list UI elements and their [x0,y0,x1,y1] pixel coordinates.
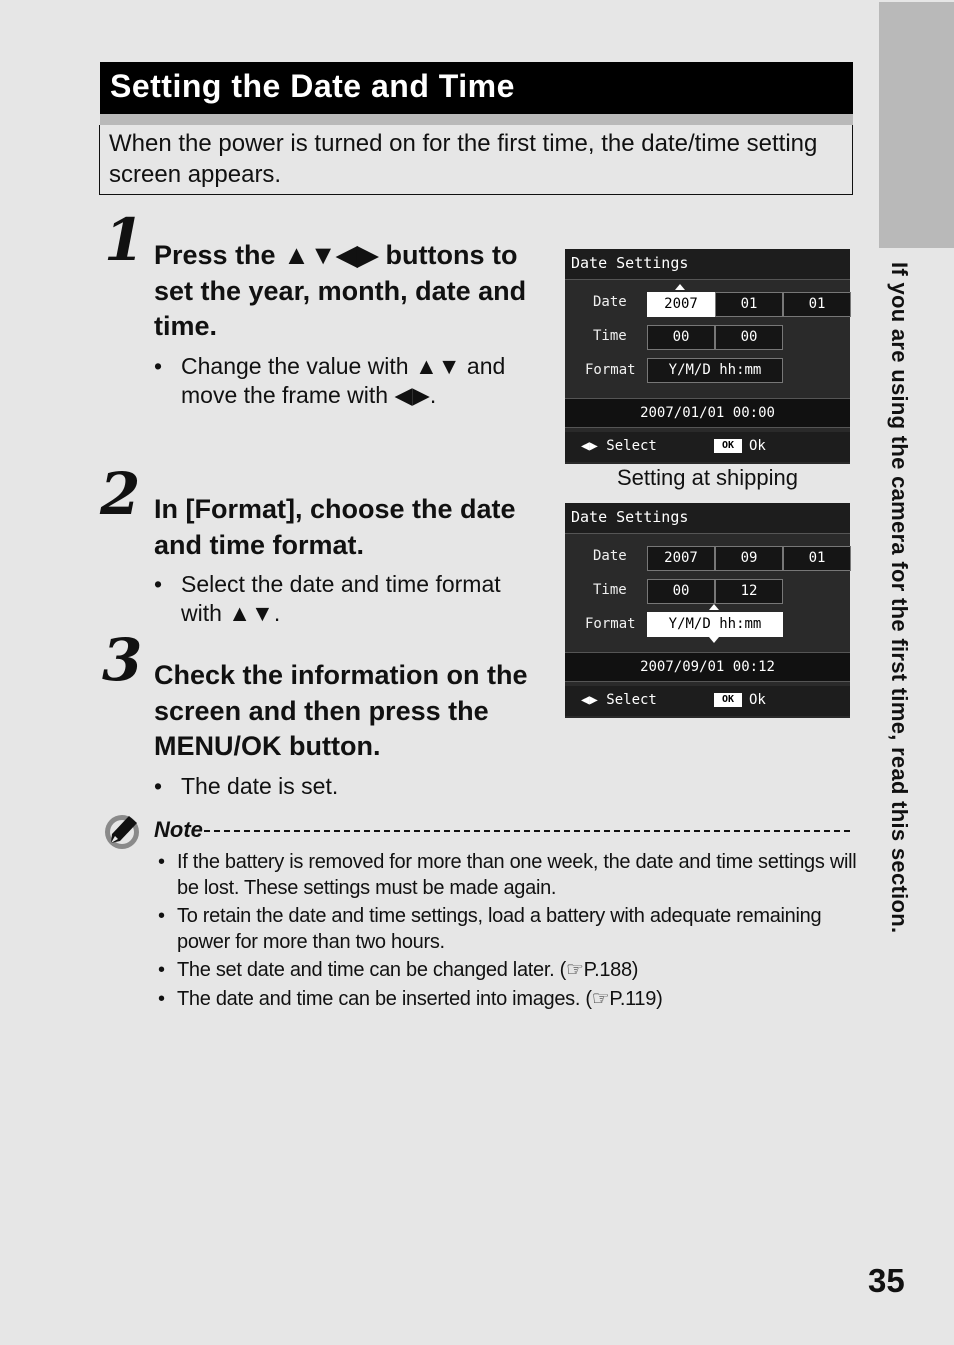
screen-footer [565,686,850,716]
format-field[interactable]: Y/M/D hh:mm [647,612,783,637]
month-field[interactable]: 09 [715,546,783,571]
down-arrow-icon [709,637,719,643]
year-field[interactable]: 2007 [647,292,715,317]
screen-title-bar [565,249,850,280]
select-hint: ◀▶ Select [581,438,657,454]
step-1-bullet: • Change the value with ▲▼ and move the frame with ◀▶. [154,352,534,410]
up-arrow-icon [675,284,685,290]
day-field[interactable]: 01 [783,292,851,317]
step-1-bullet-text: Change the value with ▲▼ and move the frame with ◀▶. [181,353,506,408]
step-1-number: 1 [104,206,145,274]
intro-text: When the power is turned on for the first time, the date/time setting screen appears. [109,130,818,188]
note-item: • The set date and time can be changed later. (☞P.188) [158,958,858,984]
page-title: Setting the Date and Time [110,68,515,104]
step-3-bullet: • The date is set. [154,772,534,801]
screen-title: Date Settings [571,508,689,526]
step-3-bullet-text: The date is set. [181,773,339,799]
up-arrow-icon [709,604,719,610]
step-1-heading: Press the ▲▼◀▶ buttons to set the year, month, date and time. [154,240,527,341]
ok-hint: Ok [749,438,766,454]
step-3-heading: Check the information on the screen and then press the MENU/OK button. [154,660,528,761]
step-2-bullet: • Select the date and time format with ▲▼. [154,570,534,628]
step-3-number: 3 [102,626,143,694]
camera-screen-shipping [565,249,850,464]
page-number: 35 [868,1262,905,1299]
step-2-number: 2 [100,460,141,528]
step-2-bullet-text: Select the date and time format with ▲▼. [181,571,501,626]
note-label: Note [154,817,203,842]
note-item: • To retain the date and time settings, load a battery with adequate remaining power for more than two hours. [158,904,858,955]
screen-title-bar [565,503,850,534]
screen-footer [565,432,850,462]
ok-button-icon: OK [714,693,742,707]
ok-hint: Ok [749,692,766,708]
intro-box [99,125,853,195]
screen-caption: Setting at shipping [616,465,799,490]
format-field[interactable]: Y/M/D hh:mm [647,358,783,383]
screen-title: Date Settings [571,254,689,272]
note-item-text: The set date and time can be changed later. (☞P.188) [177,959,639,981]
hour-field[interactable]: 00 [647,325,715,350]
select-hint: ◀▶ Select [581,692,657,708]
month-field[interactable]: 01 [715,292,783,317]
note-item: • If the battery is removed for more than one week, the date and time settings will be lost. These settings must be made again. [158,850,858,901]
step-2-heading: In [Format], choose the date and time format. [154,494,516,560]
side-tab-text: If you are using the camera for the first time, read this section. [887,262,912,934]
date-label: Date [593,548,627,564]
note-pencil-icon [103,810,141,850]
minute-field[interactable]: 00 [715,325,783,350]
camera-screen-format [565,503,850,718]
day-field[interactable]: 01 [783,546,851,571]
datetime-summary: 2007/01/01 00:00 [565,398,850,428]
note-item-text: If the battery is removed for more than one week, the date and time settings will be lost. These settings must be made again. [177,851,857,899]
date-label: Date [593,294,627,310]
time-label: Time [593,328,627,344]
format-label: Format [585,616,636,632]
time-label: Time [593,582,627,598]
ok-button-icon: OK [714,439,742,453]
datetime-summary: 2007/09/01 00:12 [565,652,850,682]
hour-field[interactable]: 00 [647,579,715,604]
format-label: Format [585,362,636,378]
note-item-text: The date and time can be inserted into images. (☞P.119) [177,988,663,1010]
title-underline [100,114,853,125]
year-field[interactable]: 2007 [647,546,715,571]
minute-field[interactable]: 12 [715,579,783,604]
section-title-bar [100,62,853,114]
note-item-text: To retain the date and time settings, load a battery with adequate remaining power for more than two hours. [177,905,822,953]
side-tab [879,2,954,248]
note-item: • The date and time can be inserted into images. (☞P.119) [158,987,858,1013]
note-divider [204,830,850,832]
